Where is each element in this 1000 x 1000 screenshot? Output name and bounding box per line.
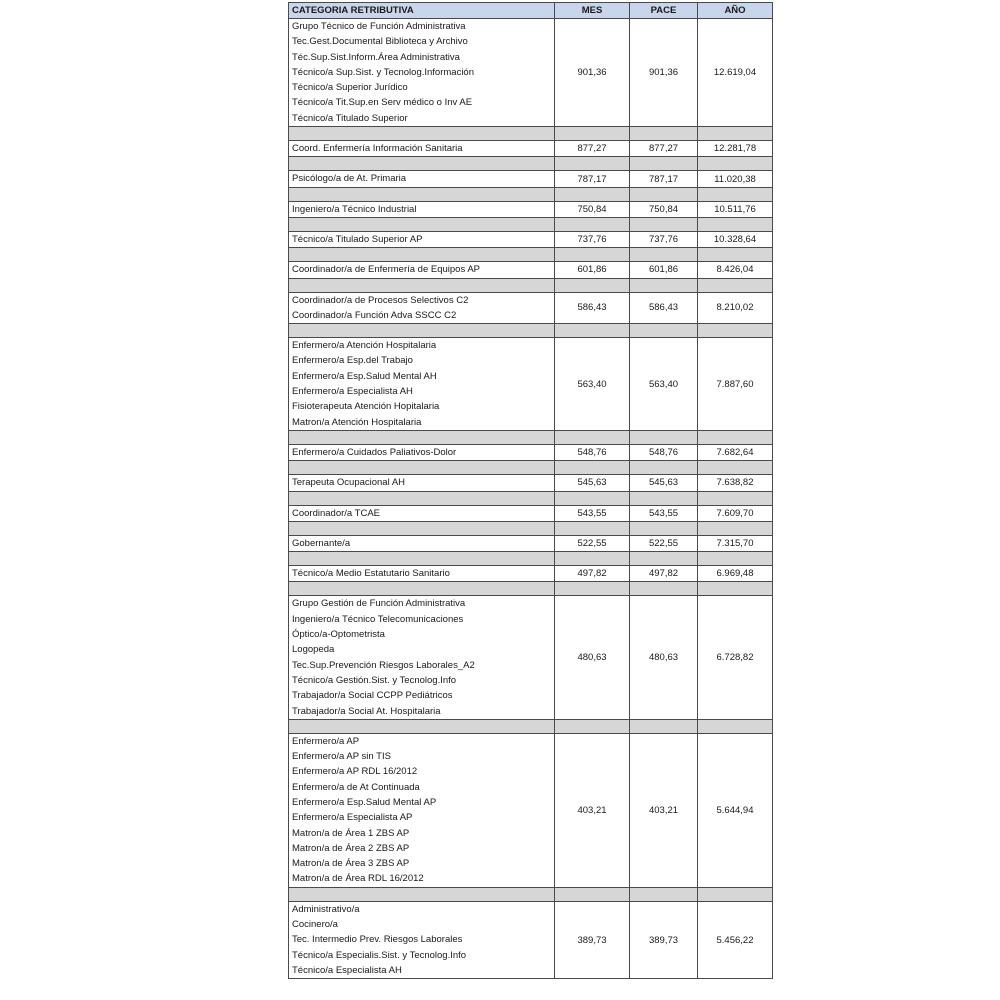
category-name: Coordinador/a TCAE <box>292 507 381 519</box>
separator-cell <box>555 491 630 505</box>
separator-cell <box>555 324 630 338</box>
category-name: Enfermero/a Especialista AP <box>292 812 413 824</box>
separator-row <box>289 187 773 201</box>
separator-cell <box>698 521 773 535</box>
table-row <box>289 262 773 278</box>
category-name: Técnico/a Tit.Sup.en Serv médico o Inv AE <box>292 97 473 109</box>
separator-cell <box>289 187 555 201</box>
category-name: Grupo Gestión de Función Administrativa <box>292 598 466 610</box>
separator-cell <box>630 187 698 201</box>
table-row <box>289 171 773 187</box>
table-row <box>289 535 773 551</box>
category-cell <box>289 171 555 187</box>
ano-value: 11.020,38 <box>698 171 773 187</box>
separator-cell <box>630 248 698 262</box>
mes-value: 601,86 <box>555 262 630 278</box>
separator-cell <box>630 521 698 535</box>
category-name: Trabajador/a Social CCPP Pediátricos <box>292 690 453 702</box>
category-name: Enfermero/a Atención Hospitalaria <box>292 340 437 352</box>
pace-value: 497,82 <box>630 566 698 582</box>
separator-cell <box>555 278 630 292</box>
separator-cell <box>630 461 698 475</box>
category-name: Fisioterapeuta Atención Hopitalaria <box>292 401 440 413</box>
separator-cell <box>630 127 698 141</box>
category-cell <box>289 141 555 157</box>
category-cell <box>289 262 555 278</box>
separator-row <box>289 324 773 338</box>
category-name: Enfermero/a Esp.Salud Mental AP <box>292 796 437 808</box>
category-name: Óptico/a-Optometrista <box>292 629 385 641</box>
category-name: Logopeda <box>292 644 335 656</box>
separator-row <box>289 278 773 292</box>
separator-row <box>289 430 773 444</box>
category-name: Enfermero/a Esp.Salud Mental AH <box>292 370 437 382</box>
category-cell <box>289 733 555 887</box>
salary-table <box>288 2 773 979</box>
mes-value: 522,55 <box>555 535 630 551</box>
category-name: Enfermero/a Cuidados Paliativos-Dolor <box>292 446 457 458</box>
mes-value: 543,55 <box>555 505 630 521</box>
separator-cell <box>555 582 630 596</box>
category-cell <box>289 444 555 460</box>
separator-cell <box>698 248 773 262</box>
category-name: Técnico/a Sup.Sist. y Tecnolog.Información <box>292 66 475 78</box>
separator-cell <box>698 552 773 566</box>
separator-row <box>289 461 773 475</box>
pace-value: 543,55 <box>630 505 698 521</box>
table-row <box>289 444 773 460</box>
salary-table-sheet <box>288 2 772 996</box>
separator-cell <box>630 552 698 566</box>
category-name: Gobernante/a <box>292 537 351 549</box>
category-name: Grupo Técnico de Función Administrativa <box>292 21 466 32</box>
category-name: Trabajador/a Social At. Hospitalaria <box>292 705 441 717</box>
category-name: Enfermero/a AP <box>292 735 360 747</box>
ano-value: 7.609,70 <box>698 505 773 521</box>
header-category: CATEGORIA RETRIBUTIVA <box>289 3 555 19</box>
category-name: Coordinador/a de Enfermería de Equipos AP <box>292 264 481 276</box>
table-row <box>289 231 773 247</box>
mes-value: 480,63 <box>555 596 630 719</box>
pace-value: 480,63 <box>630 596 698 719</box>
mes-value: 901,36 <box>555 19 630 127</box>
separator-cell <box>630 217 698 231</box>
separator-cell <box>698 278 773 292</box>
separator-cell <box>555 127 630 141</box>
ano-value: 8.426,04 <box>698 262 773 278</box>
header-row <box>289 3 773 19</box>
separator-cell <box>698 217 773 231</box>
separator-cell <box>289 248 555 262</box>
category-name: Enfermero/a Especialista AH <box>292 386 413 398</box>
category-cell <box>289 535 555 551</box>
category-name: Técnico/a Titulado Superior AP <box>292 233 423 245</box>
separator-row <box>289 491 773 505</box>
ano-value: 6.728,82 <box>698 596 773 719</box>
ano-value: 5.456,22 <box>698 901 773 978</box>
category-cell <box>289 505 555 521</box>
separator-cell <box>289 430 555 444</box>
category-cell <box>289 475 555 491</box>
table-row <box>289 475 773 491</box>
category-name: Psicólogo/a de At. Primaria <box>292 173 407 185</box>
mes-value: 403,21 <box>555 733 630 887</box>
category-cell <box>289 338 555 431</box>
separator-cell <box>555 248 630 262</box>
pace-value: 787,17 <box>630 171 698 187</box>
separator-cell <box>289 157 555 171</box>
separator-cell <box>698 127 773 141</box>
separator-row <box>289 887 773 901</box>
separator-cell <box>289 278 555 292</box>
ano-value: 7.315,70 <box>698 535 773 551</box>
category-name: Técnico/a Superior Jurídico <box>292 82 408 94</box>
category-cell <box>289 596 555 719</box>
separator-cell <box>555 217 630 231</box>
separator-cell <box>630 430 698 444</box>
pace-value: 563,40 <box>630 338 698 431</box>
category-name: Terapeuta Ocupacional AH <box>292 477 406 489</box>
separator-cell <box>555 552 630 566</box>
separator-row <box>289 582 773 596</box>
mes-value: 737,76 <box>555 231 630 247</box>
mes-value: 750,84 <box>555 201 630 217</box>
mes-value: 586,43 <box>555 292 630 324</box>
category-name: Coord. Enfermería Información Sanitaria <box>292 143 463 155</box>
separator-row <box>289 157 773 171</box>
header-ano: AÑO <box>698 3 773 19</box>
mes-value: 389,73 <box>555 901 630 978</box>
category-name: Matron/a de Área 3 ZBS AP <box>292 858 410 870</box>
pace-value: 750,84 <box>630 201 698 217</box>
separator-row <box>289 521 773 535</box>
category-cell <box>289 901 555 978</box>
separator-cell <box>289 324 555 338</box>
category-name: Técnico/a Especialista AH <box>292 964 402 976</box>
pace-value: 601,86 <box>630 262 698 278</box>
category-name: Enfermero/a de At Continuada <box>292 781 420 793</box>
pace-value: 545,63 <box>630 475 698 491</box>
separator-cell <box>698 461 773 475</box>
category-cell <box>289 19 555 127</box>
category-name: Enfermero/a Esp.del Trabajo <box>292 355 413 367</box>
category-name: Tec. Intermedio Prev. Riesgos Laborales <box>292 934 463 946</box>
category-cell <box>289 201 555 217</box>
table-row <box>289 901 773 978</box>
header-pace: PACE <box>630 3 698 19</box>
ano-value: 12.281,78 <box>698 141 773 157</box>
separator-cell <box>698 887 773 901</box>
separator-cell <box>698 719 773 733</box>
separator-cell <box>698 187 773 201</box>
separator-cell <box>289 582 555 596</box>
separator-cell <box>698 430 773 444</box>
ano-value: 7.887,60 <box>698 338 773 431</box>
separator-cell <box>698 157 773 171</box>
category-cell <box>289 231 555 247</box>
separator-cell <box>289 127 555 141</box>
separator-row <box>289 127 773 141</box>
separator-cell <box>555 430 630 444</box>
category-name: Técnico/a Gestión.Sist. y Tecnolog.Info <box>292 674 457 686</box>
table-row <box>289 338 773 431</box>
table-row <box>289 596 773 719</box>
mes-value: 787,17 <box>555 171 630 187</box>
table-row <box>289 201 773 217</box>
mes-value: 563,40 <box>555 338 630 431</box>
separator-cell <box>289 491 555 505</box>
category-name: Enfermero/a AP sin TIS <box>292 751 391 763</box>
separator-cell <box>555 157 630 171</box>
ano-value: 12.619,04 <box>698 19 773 127</box>
table-row <box>289 292 773 324</box>
category-name: Matron/a de Área 1 ZBS AP <box>292 827 410 839</box>
pace-value: 877,27 <box>630 141 698 157</box>
separator-cell <box>289 521 555 535</box>
ano-value: 8.210,02 <box>698 292 773 324</box>
category-name: Matron/a Atención Hospitalaria <box>292 416 422 428</box>
category-cell <box>289 566 555 582</box>
separator-cell <box>630 582 698 596</box>
category-name: Matron/a de Área 2 ZBS AP <box>292 842 410 854</box>
pace-value: 389,73 <box>630 901 698 978</box>
pace-value: 548,76 <box>630 444 698 460</box>
separator-row <box>289 552 773 566</box>
separator-cell <box>630 324 698 338</box>
category-name: Cocinero/a <box>292 919 338 931</box>
pace-value: 901,36 <box>630 19 698 127</box>
separator-cell <box>698 582 773 596</box>
separator-cell <box>555 521 630 535</box>
separator-cell <box>289 552 555 566</box>
category-name: Ingeniero/a Técnico Telecomunicaciones <box>292 613 464 625</box>
separator-cell <box>555 719 630 733</box>
category-name: Matron/a de Área RDL 16/2012 <box>292 873 424 885</box>
table-row <box>289 19 773 127</box>
pace-value: 522,55 <box>630 535 698 551</box>
category-name: Técnico/a Medio Estatutario Sanitario <box>292 568 450 580</box>
separator-cell <box>698 324 773 338</box>
category-name: Enfermero/a AP RDL 16/2012 <box>292 766 418 778</box>
ano-value: 5.644,94 <box>698 733 773 887</box>
table-row <box>289 733 773 887</box>
pace-value: 737,76 <box>630 231 698 247</box>
category-name: Administrativo/a <box>292 903 360 915</box>
mes-value: 545,63 <box>555 475 630 491</box>
separator-row <box>289 719 773 733</box>
ano-value: 10.328,64 <box>698 231 773 247</box>
separator-cell <box>289 887 555 901</box>
mes-value: 497,82 <box>555 566 630 582</box>
separator-cell <box>698 491 773 505</box>
salary-table-body <box>289 19 773 979</box>
mes-value: 548,76 <box>555 444 630 460</box>
separator-cell <box>630 491 698 505</box>
category-name: Tec.Sup.Prevención Riesgos Laborales_A2 <box>292 659 475 671</box>
separator-cell <box>289 719 555 733</box>
separator-cell <box>630 719 698 733</box>
category-name: Coordinador/a de Procesos Selectivos C2 <box>292 294 469 306</box>
category-name: Técnico/a Titulado Superior <box>292 112 408 124</box>
table-row <box>289 141 773 157</box>
category-cell <box>289 292 555 324</box>
ano-value: 6.969,48 <box>698 566 773 582</box>
header-mes: MES <box>555 3 630 19</box>
category-name: Técnico/a Especialis.Sist. y Tecnolog.Info <box>292 949 467 961</box>
pace-value: 586,43 <box>630 292 698 324</box>
table-row <box>289 566 773 582</box>
separator-row <box>289 248 773 262</box>
separator-cell <box>289 461 555 475</box>
separator-cell <box>555 461 630 475</box>
separator-cell <box>630 278 698 292</box>
ano-value: 7.682,64 <box>698 444 773 460</box>
separator-row <box>289 217 773 231</box>
separator-cell <box>289 217 555 231</box>
separator-cell <box>555 187 630 201</box>
category-name: Coordinador/a Función Adva SSCC C2 <box>292 309 457 321</box>
pace-value: 403,21 <box>630 733 698 887</box>
ano-value: 7.638,82 <box>698 475 773 491</box>
separator-cell <box>555 887 630 901</box>
separator-cell <box>630 887 698 901</box>
separator-cell <box>630 157 698 171</box>
category-name: Tec.Gest.Documental Biblioteca y Archivo <box>292 36 468 48</box>
category-name: Ingeniero/a Técnico Industrial <box>292 203 417 215</box>
mes-value: 877,27 <box>555 141 630 157</box>
table-row <box>289 505 773 521</box>
ano-value: 10.511,76 <box>698 201 773 217</box>
category-name: Téc.Sup.Sist.Inform.Área Administrativa <box>292 51 460 63</box>
